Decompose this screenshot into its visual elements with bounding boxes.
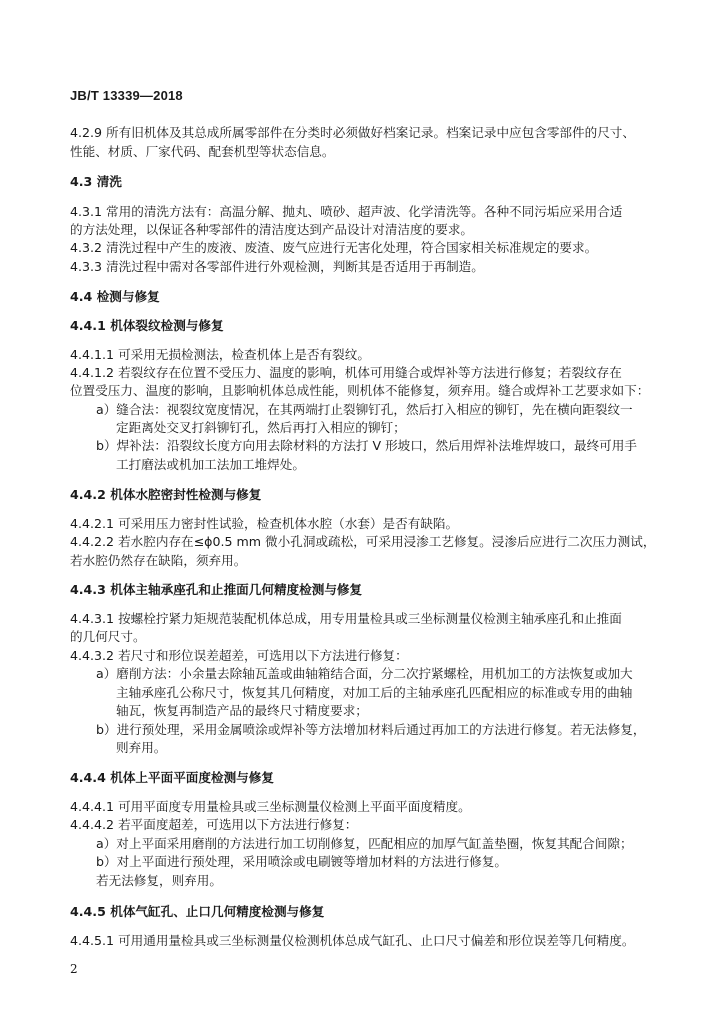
section-heading-4-3: 4.3 清洗 <box>70 174 122 189</box>
clause-4-4-3-2: 4.4.3.2 若尺寸和形位误差超差，可选用以下方法进行修复： <box>70 648 408 663</box>
subsection-heading-4-4-2: 4.4.2 机体水腔密封性检测与修复 <box>70 487 262 502</box>
clause-4-2-9-cont: 性能、材质、厂家代码、配套机型等状态信息。 <box>70 144 335 159</box>
list-item-b-pretreatment: b）进行预处理，采用金属喷涂或焊补等方法增加材料后通过再加工的方法进行修复。若无法修复， <box>96 722 646 737</box>
list-item-a-stitching-cont: 定距离处交叉打斜铆钉孔，然后再打入相应的铆钉； <box>116 420 406 435</box>
list-item-a-grinding-cont1: 主轴承座孔公称尺寸，恢复其几何精度，对加工后的主轴承座孔匹配相应的标准或专用的曲轴 <box>116 685 633 700</box>
list-item-a-grinding: a）磨削方法：小余量去除轴瓦盖或曲轴箱结合面，分二次拧紧螺栓，用机加工的方法恢复或加大 <box>96 666 633 681</box>
list-item-a-stitching: a）缝合法：视裂纹宽度情况，在其两端打止裂铆钉孔，然后打入相应的铆钉，先在横向距裂纹一 <box>96 402 633 417</box>
list-item-b-welding: b）焊补法：沿裂纹长度方向用去除材料的方法打 V 形坡口，然后用焊补法堆焊坡口，最终可用手 <box>96 438 637 453</box>
clause-4-3-3: 4.3.3 清洗过程中需对各零部件进行外观检测，判断其是否适用于再制造。 <box>70 259 484 274</box>
clause-4-4-3-1: 4.4.3.1 按螺栓拧紧力矩规范装配机体总成，用专用量检具或三坐标测量仪检测主轴承座孔和止推面 <box>70 611 622 626</box>
clause-4-3-2: 4.3.2 清洗过程中产生的废液、废渣、废气应进行无害化处理，符合国家相关标准规定的要求。 <box>70 240 598 255</box>
list-item-a-surface-grinding: a）对上平面采用磨削的方法进行加工切削修复，匹配相应的加厚气缸盖垫圈，恢复其配合间隙； <box>96 836 633 851</box>
clause-4-4-2-2: 4.4.2.2 若水腔内存在≤ϕ0.5 mm 微小孔洞或疏松，可采用浸渗工艺修复。浸渗后应进行二次压力测试， <box>70 534 656 549</box>
subsection-heading-4-4-1: 4.4.1 机体裂纹检测与修复 <box>70 318 224 333</box>
clause-4-4-3-1-cont: 的几何尺寸。 <box>70 629 146 644</box>
page-number: 2 <box>70 962 78 976</box>
section-heading-4-4: 4.4 检测与修复 <box>70 289 160 304</box>
clause-4-4-1-2: 4.4.1.2 若裂纹存在位置不受压力、温度的影响，机体可用缝合或焊补等方法进行修复；若裂纹存在 <box>70 365 622 380</box>
scrap-note: 若无法修复，则弃用。 <box>96 873 222 888</box>
clause-4-4-4-2: 4.4.4.2 若平面度超差，可选用以下方法进行修复： <box>70 817 358 832</box>
standard-code-header: JB/T 13339—2018 <box>70 88 183 103</box>
clause-4-4-1-2-cont: 位置受压力、温度的影响，且影响机体总成性能，则机体不能修复，须弃用。缝合或焊补工艺要求如下： <box>70 383 650 398</box>
list-item-a-grinding-cont2: 轴瓦，恢复再制造产品的最终尺寸精度要求； <box>116 703 368 718</box>
list-item-b-surface-coating: b）对上平面进行预处理，采用喷涂或电刷镀等增加材料的方法进行修复。 <box>96 854 507 869</box>
clause-4-4-5-1: 4.4.5.1 可用通用量检具或三坐标测量仪检测机体总成气缸孔、止口尺寸偏差和形位误差等几何精度。 <box>70 933 635 948</box>
clause-4-4-1-1: 4.4.1.1 可采用无损检测法，检查机体上是否有裂纹。 <box>70 347 370 362</box>
subsection-heading-4-4-5: 4.4.5 机体气缸孔、止口几何精度检测与修复 <box>70 904 325 919</box>
list-item-b-pretreatment-cont: 则弃用。 <box>116 740 167 755</box>
subsection-heading-4-4-4: 4.4.4 机体上平面平面度检测与修复 <box>70 770 274 785</box>
list-item-b-welding-cont: 工打磨法或机加工法加工堆焊处。 <box>116 457 305 472</box>
clause-4-3-1-cont: 的方法处理，以保证各种零部件的清洁度达到产品设计对清洁度的要求。 <box>70 222 473 237</box>
clause-4-2-9: 4.2.9 所有旧机体及其总成所属零部件在分类时必须做好档案记录。档案记录中应包含零部件的尺寸、 <box>70 125 635 140</box>
clause-4-4-4-1: 4.4.4.1 可用平面度专用量检具或三坐标测量仪检测上平面平面度精度。 <box>70 799 471 814</box>
clause-4-4-2-2-cont: 若水腔仍然存在缺陷，须弃用。 <box>70 553 247 568</box>
clause-4-4-2-1: 4.4.2.1 可采用压力密封性试验，检查机体水腔（水套）是否有缺陷。 <box>70 516 459 531</box>
clause-4-3-1: 4.3.1 常用的清洗方法有：高温分解、抛丸、喷砂、超声波、化学清洗等。各种不同污垢应采用合适 <box>70 204 623 219</box>
subsection-heading-4-4-3: 4.4.3 机体主轴承座孔和止推面几何精度检测与修复 <box>70 582 363 597</box>
